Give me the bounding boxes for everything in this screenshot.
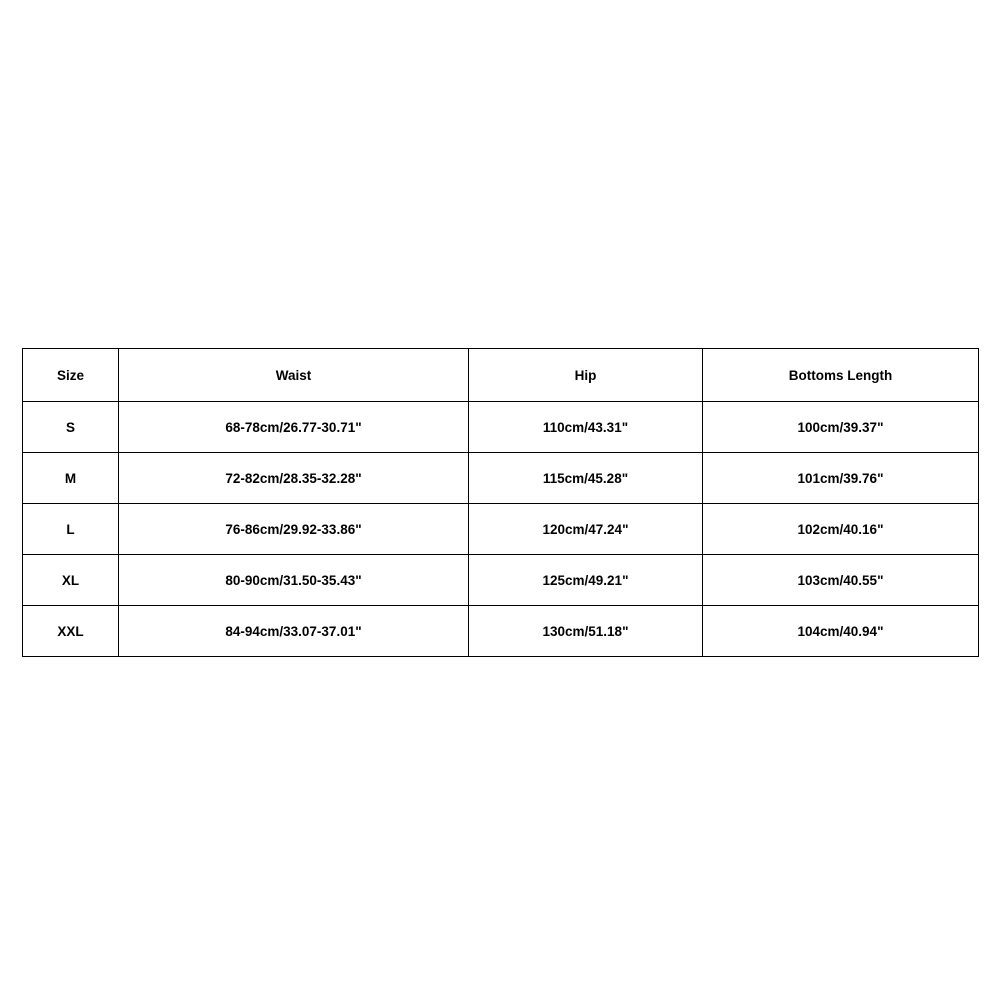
- cell-waist: 72-82cm/28.35-32.28": [119, 453, 469, 504]
- table-row: [23, 453, 979, 504]
- table-row: [23, 555, 979, 606]
- cell-bottoms-length: 103cm/40.55": [703, 555, 979, 606]
- cell-waist: 76-86cm/29.92-33.86": [119, 504, 469, 555]
- table-row: [23, 504, 979, 555]
- table-header: [23, 349, 979, 402]
- table-row: [23, 606, 979, 657]
- column-header-waist: Waist: [119, 349, 469, 402]
- cell-size: L: [23, 504, 119, 555]
- cell-bottoms-length: 100cm/39.37": [703, 402, 979, 453]
- cell-size: S: [23, 402, 119, 453]
- cell-hip: 125cm/49.21": [469, 555, 703, 606]
- cell-waist: 84-94cm/33.07-37.01": [119, 606, 469, 657]
- column-header-hip: Hip: [469, 349, 703, 402]
- table-header-row: [23, 349, 979, 402]
- cell-bottoms-length: 104cm/40.94": [703, 606, 979, 657]
- cell-size: XL: [23, 555, 119, 606]
- cell-bottoms-length: 102cm/40.16": [703, 504, 979, 555]
- cell-hip: 115cm/45.28": [469, 453, 703, 504]
- table-row: [23, 402, 979, 453]
- cell-waist: 80-90cm/31.50-35.43": [119, 555, 469, 606]
- column-header-bottoms-length: Bottoms Length: [703, 349, 979, 402]
- cell-hip: 120cm/47.24": [469, 504, 703, 555]
- cell-size: XXL: [23, 606, 119, 657]
- size-chart-container: [22, 348, 978, 657]
- table-body: [23, 402, 979, 657]
- size-chart-table: [22, 348, 979, 657]
- column-header-size: Size: [23, 349, 119, 402]
- cell-hip: 110cm/43.31": [469, 402, 703, 453]
- cell-hip: 130cm/51.18": [469, 606, 703, 657]
- cell-size: M: [23, 453, 119, 504]
- cell-bottoms-length: 101cm/39.76": [703, 453, 979, 504]
- cell-waist: 68-78cm/26.77-30.71": [119, 402, 469, 453]
